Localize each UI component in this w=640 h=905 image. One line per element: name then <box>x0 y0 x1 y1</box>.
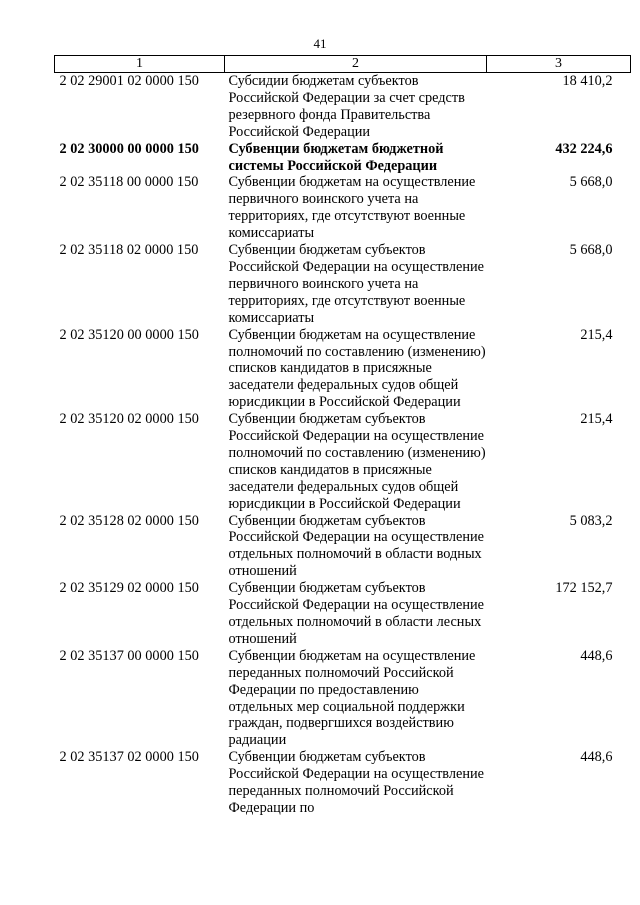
table-row <box>55 242 631 327</box>
amount: 5 083,2 <box>569 512 613 529</box>
budget-code: 2 02 30000 00 0000 150 <box>59 140 199 157</box>
budget-code: 2 02 35118 02 0000 150 <box>59 242 199 259</box>
column-header-2: 2 <box>225 56 487 73</box>
amount: 448,6 <box>580 749 613 766</box>
amount: 172 152,7 <box>555 580 613 597</box>
budget-code: 2 02 35129 02 0000 150 <box>59 580 199 597</box>
revenue-name: Субсидии бюджетам субъектов Российской Федерации за счет средств резервного фонда Правительства Российской Федерации <box>228 73 465 140</box>
revenue-name: Субвенции бюджетам на осуществление первичного воинского учета на территориях, где отсутствуют военные комиссариаты <box>228 174 476 242</box>
table-row <box>55 648 631 749</box>
revenue-name: Субвенции бюджетам субъектов Российской Федерации на осуществление полномочий по составлению (изменению) списков кандидатов в присяжные заседатели федеральных судов общей юрисдикции в Российской Федерации <box>228 411 486 512</box>
table-row <box>55 513 631 581</box>
amount: 448,6 <box>580 647 613 664</box>
table-row <box>55 73 631 141</box>
amount: 5 668,0 <box>569 242 613 259</box>
column-header-1: 1 <box>55 56 225 73</box>
budget-code: 2 02 35128 02 0000 150 <box>59 512 199 529</box>
table-body <box>55 73 631 817</box>
budget-table <box>54 55 631 817</box>
table-row <box>55 749 631 817</box>
budget-code: 2 02 29001 02 0000 150 <box>59 73 199 89</box>
amount: 18 410,2 <box>562 73 613 89</box>
table-header-row <box>55 56 631 73</box>
revenue-name: Субвенции бюджетам на осуществление переданных полномочий Российской Федерации по предоставлению отдельных мер социальной поддержки граждан, подвергшихся воздействию радиации <box>228 647 476 749</box>
table-row <box>55 141 631 175</box>
revenue-name: Субвенции бюджетам субъектов Российской Федерации на осуществление переданных полномочий Российской Федерации по <box>228 749 485 816</box>
table-row <box>55 580 631 648</box>
budget-code: 2 02 35137 02 0000 150 <box>59 749 199 766</box>
budget-code: 2 02 35118 00 0000 150 <box>59 174 199 191</box>
column-header-3: 3 <box>487 56 631 73</box>
revenue-name: Субвенции бюджетам субъектов Российской Федерации на осуществление отдельных полномочий в области лесных отношений <box>228 580 485 647</box>
amount: 432 224,6 <box>555 140 613 157</box>
budget-code: 2 02 35120 00 0000 150 <box>59 326 199 343</box>
table-row <box>55 327 631 412</box>
amount: 215,4 <box>580 326 613 343</box>
table-row <box>55 174 631 242</box>
table-row <box>55 411 631 512</box>
page-number: 41 <box>313 36 327 51</box>
amount: 215,4 <box>580 411 613 428</box>
budget-code: 2 02 35120 02 0000 150 <box>59 411 199 428</box>
revenue-name: Субвенции бюджетам субъектов Российской Федерации на осуществление отдельных полномочий в области водных отношений <box>228 512 485 580</box>
revenue-name: Субвенции бюджетам субъектов Российской Федерации на осуществление первичного воинского учета на территориях, где отсутствуют военные комиссариаты <box>228 242 485 326</box>
budget-code: 2 02 35137 00 0000 150 <box>59 647 199 664</box>
revenue-name: Субвенции бюджетам на осуществление полномочий по составлению (изменению) списков кандидатов в присяжные заседатели федеральных судов общей юрисдикции в Российской Федерации <box>228 326 486 411</box>
amount: 5 668,0 <box>569 174 613 191</box>
revenue-name: Субвенции бюджетам бюджетной системы Российской Федерации <box>228 140 444 174</box>
